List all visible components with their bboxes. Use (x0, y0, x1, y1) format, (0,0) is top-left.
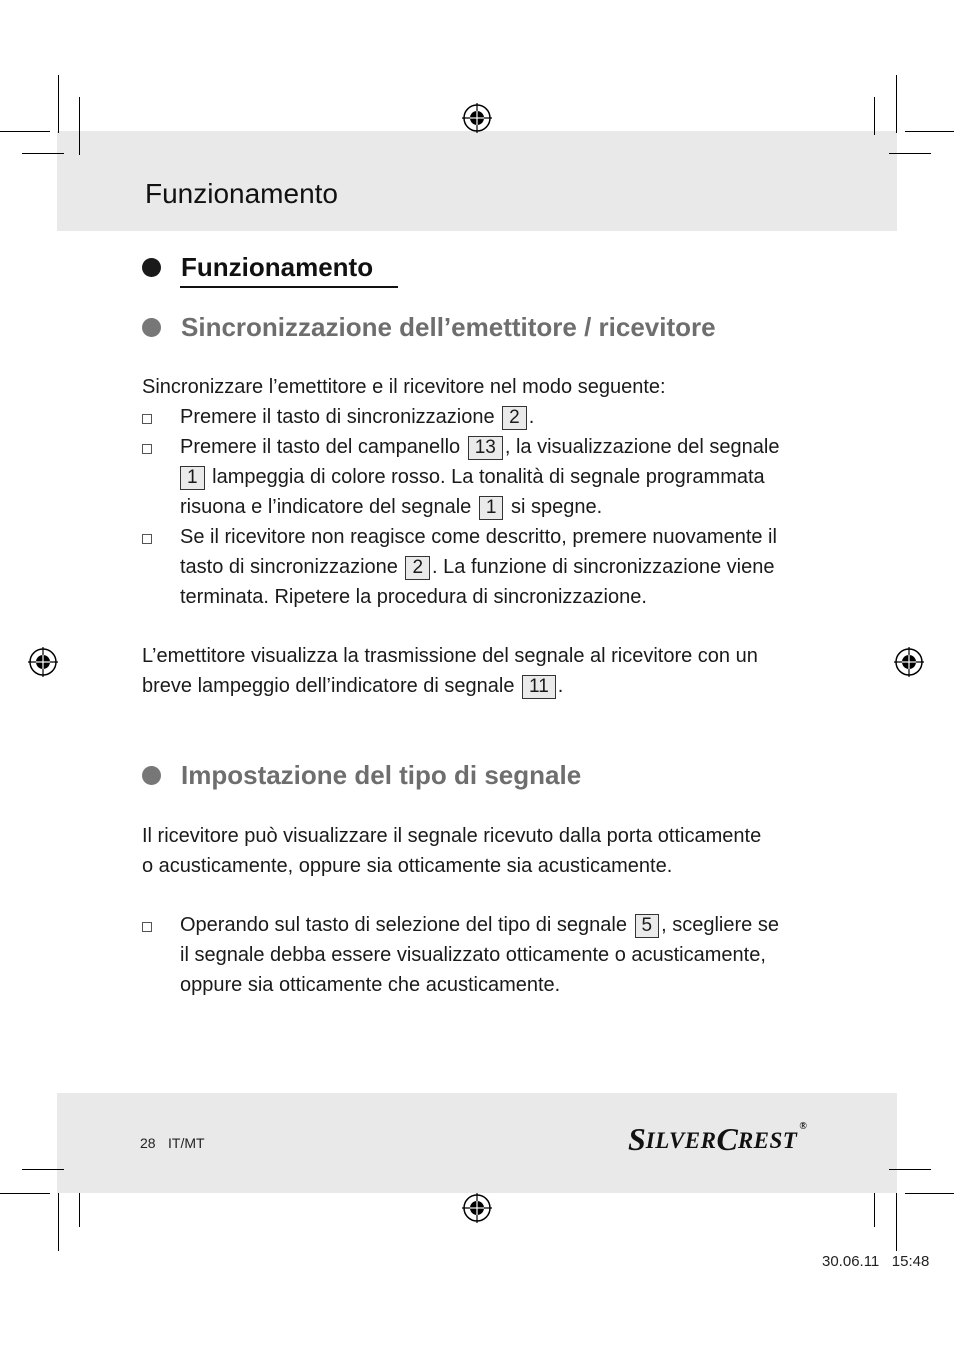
crop-mark (0, 131, 50, 132)
step-text: . (528, 406, 535, 428)
crop-mark (896, 1193, 897, 1251)
step-text: , scegliere se (661, 914, 779, 936)
sync-step-2-line-3 (180, 492, 602, 522)
crop-mark (896, 75, 897, 133)
registered-mark: ® (799, 1121, 807, 1132)
step-text: lampeggia di colore rosso. La tonalità di segnale programmata (212, 466, 765, 488)
signal-intro-line-1: Il ricevitore può visualizzare il segnale ricevuto dalla porta otticamente (142, 825, 762, 847)
step-text: Premere il tasto del campanello (180, 436, 461, 458)
heading-text: Sincronizzazione dell’emettitore / ricevitore (181, 312, 716, 342)
heading-text: Funzionamento (181, 252, 374, 282)
crop-mark (905, 131, 954, 132)
reference-number: 2 (502, 406, 527, 430)
section-heading-sync (142, 312, 716, 343)
step-text: tasto di sincronizzazione (180, 556, 398, 578)
registration-mark-icon (462, 1193, 492, 1223)
step-text: Premere il tasto di sincronizzazione (180, 406, 495, 428)
sync-step-2-line-1 (180, 432, 779, 462)
reference-number: 5 (635, 914, 660, 938)
heading-text: Impostazione del tipo di segnale (181, 760, 582, 790)
reference-number: 2 (405, 556, 430, 580)
logo-letters: ILVER (645, 1128, 717, 1153)
step-text: . La funzione di sincronizzazione viene (432, 556, 775, 578)
sync-note-line-1: L’emettitore visualizza la trasmissione del segnale al ricevitore con un (142, 645, 758, 667)
registration-mark-icon (894, 647, 924, 677)
step-text: si spegne. (511, 496, 603, 518)
checkbox-bullet-icon (142, 922, 152, 932)
crop-mark (22, 153, 64, 154)
checkbox-bullet-icon (142, 414, 152, 424)
crop-mark (874, 97, 875, 135)
step-text: risuona e l’indicatore del segnale (180, 496, 472, 518)
reference-number: 11 (522, 675, 556, 699)
registration-mark-icon (28, 647, 58, 677)
signal-step-line-3: oppure sia otticamente che acusticamente. (180, 974, 561, 996)
sync-step-3-line-3: terminata. Ripetere la procedura di sincronizzazione. (180, 586, 647, 608)
sync-intro: Sincronizzare l’emettitore e il ricevitore nel modo seguente: (142, 376, 666, 398)
reference-number: 1 (479, 496, 504, 520)
crop-mark (905, 1193, 954, 1194)
logo-letters: REST (737, 1128, 798, 1153)
print-time: 15:48 (891, 1253, 930, 1270)
crop-mark (58, 75, 59, 133)
sync-step-1 (180, 402, 534, 432)
page-title: Funzionamento (145, 178, 339, 209)
crop-mark (889, 153, 931, 154)
sync-note-line-2 (142, 671, 563, 701)
filled-circle-icon (142, 766, 161, 785)
reference-number: 1 (180, 466, 205, 490)
print-date: 30.06.11 (822, 1253, 880, 1270)
signal-step-line-2: il segnale debba essere visualizzato otticamente o acusticamente, (180, 944, 766, 966)
step-text: Operando sul tasto di selezione del tipo di segnale (180, 914, 627, 936)
print-timestamp (822, 1253, 929, 1270)
reference-number: 13 (468, 436, 503, 460)
sync-step-3-line-2 (180, 552, 774, 582)
step-text: , la visualizzazione del segnale (504, 436, 780, 458)
crop-mark (58, 1193, 59, 1251)
section-heading-main (142, 252, 373, 283)
signal-intro-line-2: o acusticamente, oppure sia otticamente sia acusticamente. (142, 855, 673, 877)
sync-step-2-line-2 (180, 462, 765, 492)
page-number: 28 (140, 1135, 156, 1151)
checkbox-bullet-icon (142, 534, 152, 544)
crop-mark (0, 1193, 50, 1194)
locale-label: IT/MT (168, 1135, 205, 1151)
heading-underline (180, 286, 398, 288)
crop-mark (79, 1193, 80, 1227)
sync-step-3-line-1: Se il ricevitore non reagisce come descritto, premere nuovamente il (180, 526, 777, 548)
filled-circle-icon (142, 318, 161, 337)
section-heading-signal (142, 760, 581, 791)
crop-mark (889, 1169, 931, 1170)
checkbox-bullet-icon (142, 444, 152, 454)
note-text: . (557, 675, 564, 697)
note-text: breve lampeggio dell’indicatore di segnale (142, 675, 515, 697)
crop-mark (22, 1169, 64, 1170)
crop-mark (874, 1193, 875, 1227)
brand-logo (628, 1121, 807, 1155)
crop-mark (79, 97, 80, 155)
signal-step-line-1 (180, 910, 779, 940)
logo-letter: S (628, 1121, 646, 1157)
logo-letter: C (716, 1121, 738, 1157)
registration-mark-icon (462, 103, 492, 133)
filled-circle-icon (142, 258, 161, 277)
